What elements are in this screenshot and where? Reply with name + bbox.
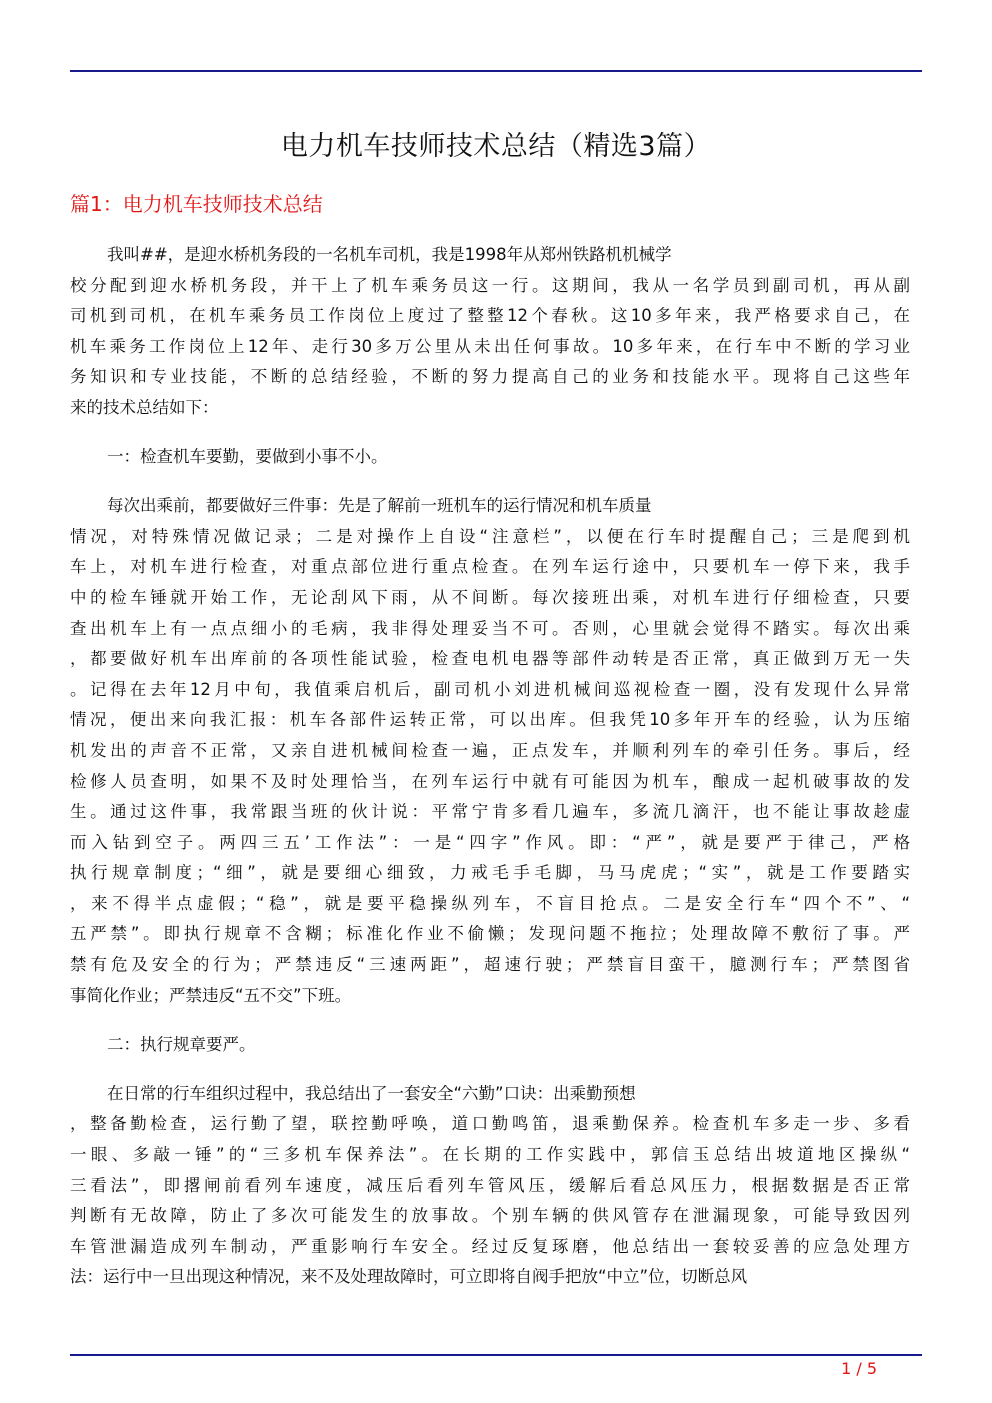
paragraph-line: ，来不得半点虚假；“稳”，就是要平稳操纵列车，不盲目抢点。二是安全行车“四个不”、“ xyxy=(70,893,910,913)
paragraph xyxy=(70,1030,910,1061)
paragraph-line: 五严禁”。即执行规章不含糊；标准化作业不偷懒；发现问题不拖拉；处理故障不敷衍了事。严 xyxy=(70,924,910,944)
paragraph xyxy=(70,240,910,424)
paragraph-line: 我叫##，是迎水桥机务段的一名机车司机，我是1998年从郑州铁路机机械学 xyxy=(107,245,672,264)
paragraph-line: 而入钻到空子。两四三五’工作法”：一是“四字”作风。即：“严”，就是要严于律己，严格 xyxy=(70,832,910,852)
paragraph-line: 检修人员查明，如果不及时处理恰当，在列车运行中就有可能因为机车，酿成一起机破事故的发 xyxy=(70,771,910,791)
paragraph-line: 来的技术总结如下： xyxy=(70,397,219,417)
paragraph-line: 校分配到迎水桥机务段，并干上了机车乘务员这一行。这期间，我从一名学员到副司机，再从副 xyxy=(70,275,910,295)
document-title: 电力机车技师技术总结（精选3篇） xyxy=(280,131,712,162)
paragraph-line: 中的检车锤就开始工作，无论刮风下雨，从不间断。每次接班出乘，对机车进行仔细检查，只要 xyxy=(70,587,910,607)
paragraph-line: ，都要做好机车出库前的各项性能试验，检查电机电器等部件动转是否正常，真正做到万无一失 xyxy=(70,649,910,669)
paragraph-line: 二：执行规章要严。 xyxy=(107,1034,256,1054)
paragraph xyxy=(70,442,910,473)
paragraph-line: 机发出的声音不正常，又亲自进机械间检查一遍，正点发车，并顺利列车的牵引任务。事后，经 xyxy=(70,740,910,760)
document-body xyxy=(70,240,910,1312)
paragraph-line: 事简化作业；严禁违反“五不交”下班。 xyxy=(70,985,352,1005)
paragraph-line: 法：运行中一旦出现这种情况，来不及处理故障时，可立即将自阀手把放“中立”位，切断总风 xyxy=(70,1267,748,1287)
paragraph xyxy=(70,1079,910,1293)
paragraph-line: 机车乘务工作岗位上12年、走行30多万公里从未出任何事故。10多年来，在行车中不断的学习业 xyxy=(70,336,910,356)
paragraph-line: 三看法”，即撂闸前看列车速度，减压后看列车管风压，缓解后看总风压力，根据数据是否正常 xyxy=(70,1175,910,1195)
paragraph-line: 执行规章制度；“细”，就是要细心细致，力戒毛手毛脚，马马虎虎；“实”，就是工作要踏实 xyxy=(70,863,910,883)
paragraph-line: 在日常的行车组织过程中，我总结出了一套安全“六勤”口诀：出乘勤预想 xyxy=(107,1083,636,1103)
section-heading: 篇1：电力机车技师技术总结 xyxy=(70,192,323,216)
paragraph-line: 车管泄漏造成列车制动，严重影响行车安全。经过反复琢磨，他总结出一套较妥善的应急处理方 xyxy=(70,1236,910,1256)
paragraph-line: 。记得在去年12月中旬，我值乘启机后，副司机小刘进机械间巡视检查一圈，没有发现什么异常 xyxy=(70,679,910,699)
paragraph-line: 判断有无故障，防止了多次可能发生的放事故。个别车辆的供风管存在泄漏现象，可能导致因列 xyxy=(70,1206,910,1226)
paragraph-line: 司机到司机，在机车乘务员工作岗位上度过了整整12个春秋。这10多年来，我严格要求自己，在 xyxy=(70,306,910,326)
paragraph-line: 务知识和专业技能，不断的总结经验，不断的努力提高自己的业务和技能水平。现将自己这些年 xyxy=(70,367,910,387)
paragraph-line: 一：检查机车要勤，要做到小事不小。 xyxy=(107,447,388,467)
paragraph xyxy=(70,491,910,1011)
bottom-rule xyxy=(70,1354,922,1356)
paragraph-line: 查出机车上有一点点细小的毛病，我非得处理妥当不可。否则，心里就会觉得不踏实。每次出乘 xyxy=(70,618,910,638)
top-rule xyxy=(70,70,922,72)
paragraph-line: 禁有危及安全的行为；严禁违反“三速两距”，超速行驶；严禁盲目蛮干，臆测行车；严禁图省 xyxy=(70,955,910,975)
paragraph-line: 情况，对特殊情况做记录；二是对操作上自设“注意栏”，以便在行车时提醒自己；三是爬到机 xyxy=(70,526,910,546)
page-number: 1 / 5 xyxy=(841,1359,877,1378)
paragraph-line: ，整备勤检查，运行勤了望，联控勤呼唤，道口勤鸣笛，退乘勤保养。检查机车多走一步、多看 xyxy=(70,1114,910,1134)
paragraph-line: 一眼、多敲一锤”的“三多机车保养法”。在长期的工作实践中，郭信玉总结出坡道地区操纵“ xyxy=(70,1145,910,1165)
paragraph-line: 每次出乘前，都要做好三件事：先是了解前一班机车的运行情况和机车质量 xyxy=(107,496,652,516)
paragraph-line: 生。通过这件事，我常跟当班的伙计说：平常宁肯多看几遍车，多流几滴汗，也不能让事故趁虚 xyxy=(70,802,910,822)
paragraph-line: 情况，便出来向我汇报：机车各部件运转正常，可以出库。但我凭10多年开车的经验，认为压缩 xyxy=(70,710,910,730)
paragraph-line: 车上，对机车进行检查，对重点部位进行重点检查。在列车运行途中，只要机车一停下来，我手 xyxy=(70,557,910,577)
